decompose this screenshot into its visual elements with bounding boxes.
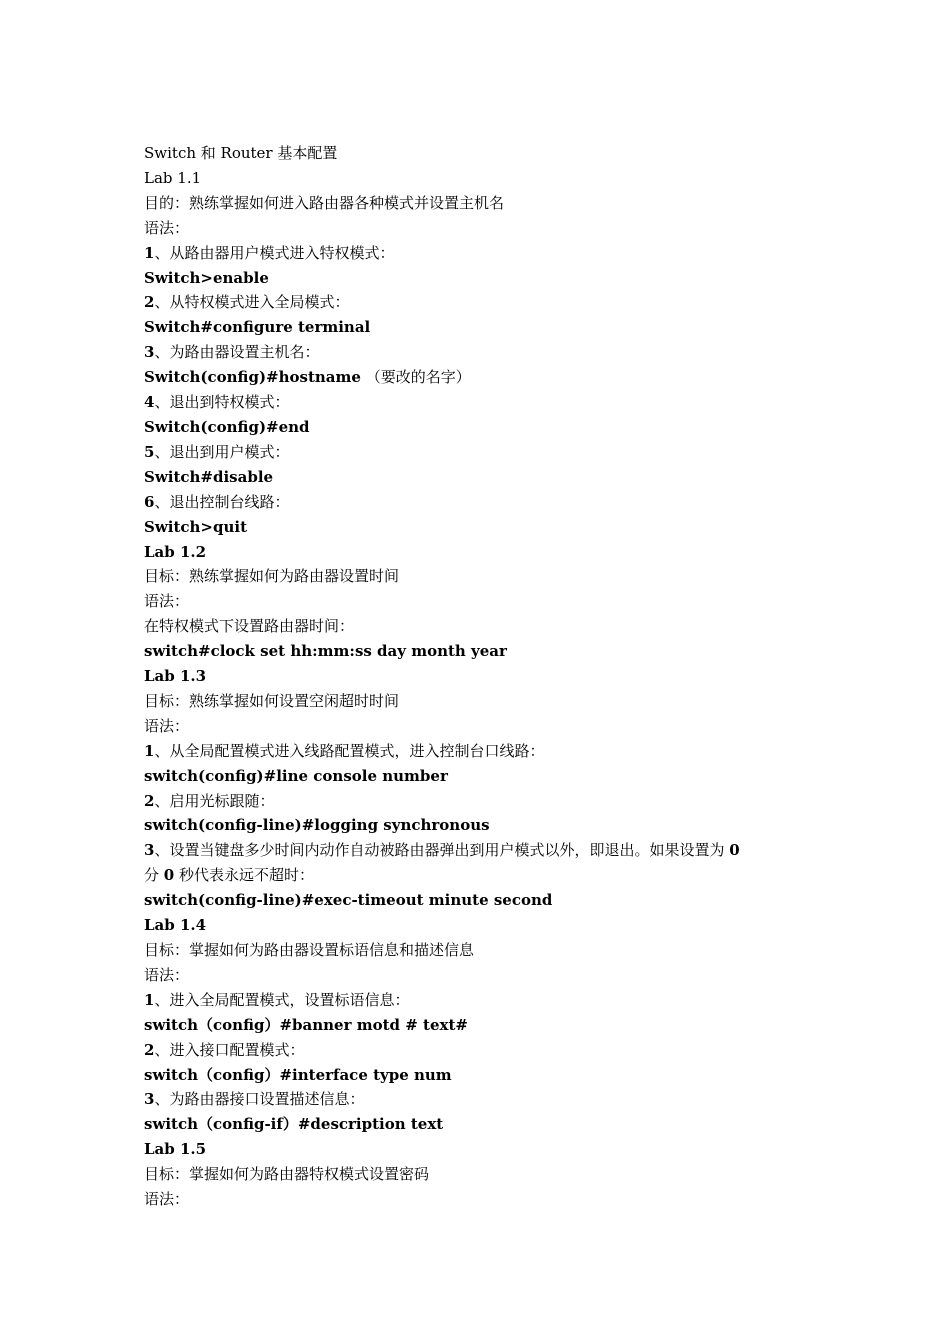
text-line xyxy=(144,216,814,241)
step-text: 、设置当键盘多少时间内动作自动被路由器弹出到用户模式以外，即退出。如果设置为 xyxy=(154,841,730,860)
step-line xyxy=(144,490,814,515)
step-line xyxy=(144,1038,814,1063)
step-line xyxy=(144,241,814,266)
command-text: Switch#disable xyxy=(144,467,274,486)
text-line xyxy=(144,614,814,639)
title-text: Switch 和 Router 基本配置 xyxy=(144,144,338,162)
command-line xyxy=(144,465,814,490)
document-title xyxy=(144,141,814,166)
command-line xyxy=(144,515,814,540)
step-text: 、进入接口配置模式： xyxy=(154,1040,305,1059)
step-value: 0 xyxy=(163,866,175,885)
command-text: switch（config）#interface type num xyxy=(144,1065,452,1084)
step-line xyxy=(144,838,814,888)
command-line xyxy=(144,888,814,913)
step-line xyxy=(144,390,814,415)
step-number: 2 xyxy=(144,293,155,312)
command-text: Lab 1.2 xyxy=(144,542,207,561)
command-text: Lab 1.5 xyxy=(144,1140,207,1159)
command-text: switch(config-line)#logging synchronous xyxy=(144,816,490,835)
command-text: Switch#configure terminal xyxy=(144,318,371,337)
step-number: 5 xyxy=(144,442,155,461)
command-note: （要改的名字） xyxy=(365,368,471,387)
step-number: 3 xyxy=(144,343,155,362)
step-line xyxy=(144,739,814,764)
line-text: 目标：熟练掌握如何设置空闲超时时间 xyxy=(144,691,400,710)
step-text: 、从全局配置模式进入线路配置模式，进入控制台口线路： xyxy=(154,741,545,760)
command-text: Switch>enable xyxy=(144,268,269,287)
line-text: 目的：熟练掌握如何进入路由器各种模式并设置主机名 xyxy=(144,193,505,212)
command-line xyxy=(144,415,814,440)
command-line xyxy=(144,1013,814,1038)
line-text: 语法： xyxy=(144,592,190,611)
step-number: 4 xyxy=(144,393,155,412)
text-line xyxy=(144,714,814,739)
command-line xyxy=(144,813,814,838)
command-text: switch(config-line)#exec-timeout minute second xyxy=(144,891,553,910)
command-line xyxy=(144,365,814,390)
line-text: 目标：掌握如何为路由器设置标语信息和描述信息 xyxy=(144,941,475,959)
command-text: Lab 1.4 xyxy=(144,916,207,935)
command-line xyxy=(144,913,814,938)
text-line xyxy=(144,166,814,191)
step-number: 1 xyxy=(144,741,155,760)
command-line xyxy=(144,1063,814,1088)
command-text: Lab 1.3 xyxy=(144,667,207,686)
step-number: 3 xyxy=(144,1090,155,1109)
step-number: 6 xyxy=(144,492,155,511)
step-text: 分 xyxy=(144,866,164,885)
line-text: Lab 1.1 xyxy=(144,168,202,187)
command-text: switch(config)#line console number xyxy=(144,766,448,785)
command-line xyxy=(144,540,814,565)
text-line xyxy=(144,564,814,589)
step-line xyxy=(144,340,814,365)
step-number: 1 xyxy=(144,243,155,262)
command-line xyxy=(144,664,814,689)
command-text: Switch(config)#end xyxy=(144,417,310,436)
step-text: 、为路由器设置主机名： xyxy=(154,343,320,362)
step-text: 秒代表永远不超时： xyxy=(174,866,314,885)
line-text: 在特权模式下设置路由器时间： xyxy=(144,617,355,636)
step-text: 、为路由器接口设置描述信息： xyxy=(154,1090,365,1109)
text-line xyxy=(144,963,814,988)
text-line xyxy=(144,689,814,714)
text-line xyxy=(144,191,814,216)
line-text: 语法： xyxy=(144,218,190,237)
line-text: 语法： xyxy=(144,716,190,735)
step-text: 、启用光标跟随： xyxy=(154,791,275,810)
step-value: 0 xyxy=(729,841,740,860)
step-text: 、退出控制台线路： xyxy=(154,492,290,511)
command-text: switch（config）#banner motd # text# xyxy=(144,1015,468,1034)
command-text: Switch>quit xyxy=(144,517,248,536)
text-line xyxy=(144,1187,814,1212)
command-line xyxy=(144,639,814,664)
text-line xyxy=(144,589,814,614)
step-text: 、从路由器用户模式进入特权模式： xyxy=(154,243,395,262)
step-line xyxy=(144,290,814,315)
step-line xyxy=(144,440,814,465)
command-line xyxy=(144,1112,814,1137)
command-text: switch（config-if）#description text xyxy=(144,1115,444,1134)
line-text: 目标：掌握如何为路由器特权模式设置密码 xyxy=(144,1165,430,1184)
step-line xyxy=(144,988,814,1013)
command-line xyxy=(144,266,814,291)
command-line xyxy=(144,1137,814,1162)
command-line xyxy=(144,764,814,789)
line-text: 语法： xyxy=(144,1190,190,1209)
step-text: 、进入全局配置模式，设置标语信息： xyxy=(154,990,410,1009)
text-line xyxy=(144,1162,814,1187)
document-body xyxy=(144,141,814,1212)
command-text: Switch(config)#hostname xyxy=(144,368,361,387)
step-number: 2 xyxy=(144,1040,155,1059)
step-line xyxy=(144,1087,814,1112)
step-text: 、从特权模式进入全局模式： xyxy=(154,293,350,312)
step-number: 1 xyxy=(144,990,155,1009)
step-text: 、退出到特权模式： xyxy=(154,393,290,412)
step-number: 3 xyxy=(144,841,155,860)
step-line xyxy=(144,789,814,814)
command-text: switch#clock set hh:mm:ss day month year xyxy=(144,642,507,661)
line-text: 语法： xyxy=(144,965,190,984)
step-number: 2 xyxy=(144,791,155,810)
line-text: 目标：熟练掌握如何为路由器设置时间 xyxy=(144,567,400,586)
command-line xyxy=(144,315,814,340)
text-line xyxy=(144,938,814,963)
step-text: 、退出到用户模式： xyxy=(154,442,290,461)
